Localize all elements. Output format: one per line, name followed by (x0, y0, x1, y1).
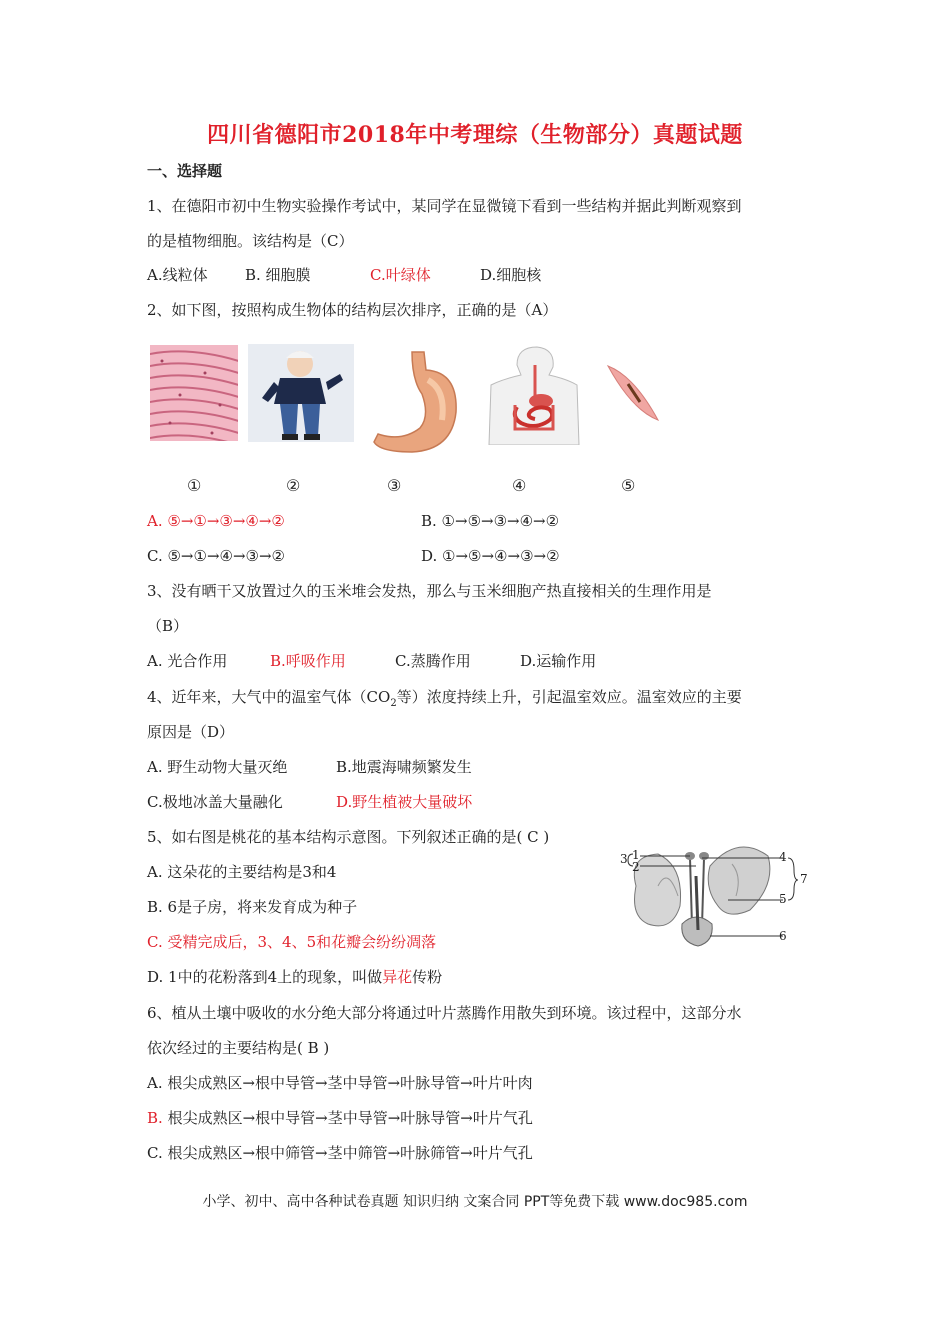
q3-option-a: A. 光合作用 (147, 652, 228, 670)
q2-option-a: A. ⑤→①→③→④→② (147, 512, 285, 530)
q4-option-d: D.野生植被大量破坏 (336, 793, 473, 811)
q1-option-b: B. 细胞膜 (245, 266, 311, 284)
q5-option-b: B. 6是子房，将来发育成为种子 (147, 898, 358, 916)
q6-option-b: B. 根尖成熟区→根中导管→茎中导管→叶脉导管→叶片气孔 (147, 1109, 533, 1127)
fig-label-2: 2 (632, 860, 640, 874)
q4-stem-line2: 原因是（D） (147, 723, 235, 741)
muscle-tissue-image (150, 345, 238, 441)
q2-label-3: ③ (387, 476, 402, 495)
q3-stem-line2: （B） (147, 617, 189, 635)
muscle-organ-image (604, 362, 662, 426)
stomach-image (372, 350, 464, 456)
fig-label-6: 6 (779, 929, 787, 943)
q4-option-a: A. 野生动物大量灭绝 (147, 758, 288, 776)
q3-option-d: D.运输作用 (520, 652, 597, 670)
q6-stem-line2: 依次经过的主要结构是( B ) (147, 1039, 330, 1057)
fig-label-1: 1 (632, 848, 640, 862)
peach-flower-diagram (618, 836, 818, 954)
q5-option-c: C. 受精完成后，3、4、5和花瓣会纷纷凋落 (147, 933, 437, 951)
q4-option-b: B.地震海啸频繁发生 (336, 758, 472, 776)
q2-stem: 2、如下图，按照构成生物体的结构层次排序，正确的是（A） (147, 301, 558, 319)
child-photo-image (248, 344, 354, 442)
digestive-system-image (487, 345, 581, 445)
section-heading: 一、选择题 (147, 162, 223, 180)
q4-stem-line1: 4、近年来，大气中的温室气体（$CO_2$等）浓度持续上升，引起温室效应。温室效应的主要 (147, 688, 742, 709)
q2-label-2: ② (286, 476, 301, 495)
q1-option-d: D.细胞核 (480, 266, 542, 284)
q2-option-d: D. ①→⑤→④→③→② (421, 547, 560, 565)
q1-option-c: C.叶绿体 (370, 266, 431, 284)
q2-label-4: ④ (512, 476, 527, 495)
q6-stem-line1: 6、植从土壤中吸收的水分绝大部分将通过叶片蒸腾作用散失到环境。该过程中，这部分水 (147, 1004, 742, 1022)
q6-option-c: C. 根尖成熟区→根中筛管→茎中筛管→叶脉筛管→叶片气孔 (147, 1144, 533, 1162)
q3-stem-line1: 3、没有晒干又放置过久的玉米堆会发热，那么与玉米细胞产热直接相关的生理作用是 (147, 582, 712, 600)
q2-option-b: B. ①→⑤→③→④→② (421, 512, 560, 530)
q6-option-a: A. 根尖成熟区→根中导管→茎中导管→叶脉导管→叶片叶肉 (147, 1074, 533, 1092)
q3-option-c: C.蒸腾作用 (395, 652, 471, 670)
q2-label-1: ① (187, 476, 202, 495)
fig-label-3: 3 (620, 852, 628, 866)
fig-label-5: 5 (779, 892, 787, 906)
fig-label-7: 7 (800, 872, 808, 886)
q3-option-b: B.呼吸作用 (270, 652, 346, 670)
q1-stem-line1: 1、在德阳市初中生物实验操作考试中，某同学在显微镜下看到一些结构并据此判断观察到 (147, 197, 742, 215)
q1-option-a: A.线粒体 (147, 266, 208, 284)
q2-option-c: C. ⑤→①→④→③→② (147, 547, 285, 565)
q5-stem: 5、如右图是桃花的基本结构示意图。下列叙述正确的是( C ) (147, 828, 550, 846)
q4-option-c: C.极地冰盖大量融化 (147, 793, 283, 811)
page-title: 四川省德阳市2018年中考理综（生物部分）真题试题 (207, 122, 743, 148)
q5-option-d: D. 1中的花粉落到4上的现象，叫做异花传粉 (147, 968, 443, 986)
q2-label-5: ⑤ (621, 476, 636, 495)
page-footer: 小学、初中、高中各种试卷真题 知识归纳 文案合同 PPT等免费下载 www.doc985.com (202, 1194, 748, 1210)
q5-option-a: A. 这朵花的主要结构是3和4 (147, 863, 337, 881)
q1-stem-line2: 的是植物细胞。该结构是（C） (147, 232, 354, 250)
fig-label-4: 4 (779, 850, 787, 864)
